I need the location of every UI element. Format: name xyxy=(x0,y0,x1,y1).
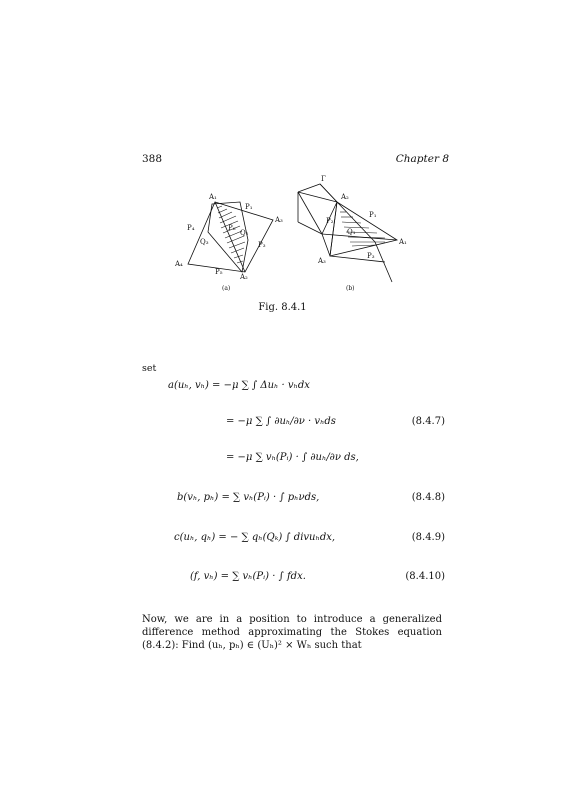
label-a-Q3: Q₃ xyxy=(200,238,209,246)
label-b-P1: P₁ xyxy=(369,211,377,219)
label-a-A2: A₂ xyxy=(240,273,248,281)
label-b-P3: P₃ xyxy=(367,252,375,260)
equation-text: (f, vₕ) = ∑ vₕ(Pᵢ) · ∫ fdx. xyxy=(190,571,306,582)
label-a-P5: P₅ xyxy=(215,268,223,276)
body-paragraph: Now, we are in a position to introduce a generalized difference method approximating the Stokes equation (8.4.2): Find (uₕ, pₕ) ∈ (Uₕ)² × Wₕ such that xyxy=(142,614,442,651)
label-a-P3: P₃ xyxy=(258,241,266,249)
equation-text: = −μ ∑ vₕ(Pᵢ) · ∫ ∂uₕ/∂ν ds, xyxy=(226,452,359,463)
label-b-A1: A₁ xyxy=(399,238,407,246)
equation-8-4-7-line-3 xyxy=(0,446,565,476)
equation-text: a(uₕ, vₕ) = −μ ∑ ∫ Δuₕ · vₕdx xyxy=(168,380,310,391)
equation-number: (8.4.9) xyxy=(411,532,445,543)
equation-text: c(uₕ, qₕ) = − ∑ qₕ(Qₖ) ∫ divuₕdx, xyxy=(174,532,336,543)
chapter-heading: Chapter 8 xyxy=(395,153,449,165)
set-word: set xyxy=(142,363,157,374)
equation-8-4-7-line-1 xyxy=(0,374,565,404)
equation-8-4-7-line-2 xyxy=(0,410,565,440)
panel-b-left-tri xyxy=(322,202,337,256)
equation-text: = −μ ∑ ∫ ∂uₕ/∂ν · vₕds xyxy=(226,416,336,427)
label-b-P2: P₂ xyxy=(326,217,334,225)
label-b-A2: A₂ xyxy=(341,193,349,201)
equation-8-4-9 xyxy=(0,526,565,556)
panel-b-triangle xyxy=(330,202,397,256)
equation-8-4-10 xyxy=(0,565,565,595)
label-b-Q1: Q₁ xyxy=(347,228,356,236)
label-a-Q1: Q₁ xyxy=(240,229,249,237)
equation-8-4-8 xyxy=(0,486,565,516)
page-number: 388 xyxy=(142,153,163,165)
label-a-P4: P₄ xyxy=(187,224,195,232)
label-a-A4: A₄ xyxy=(175,260,183,268)
label-panel-b: (b) xyxy=(346,285,355,292)
figure-8-4-1 xyxy=(170,172,430,302)
panel-a xyxy=(188,202,273,272)
label-a-P6: P₆ xyxy=(228,224,236,232)
equation-number: (8.4.7) xyxy=(411,416,445,427)
label-panel-a: (a) xyxy=(222,285,231,292)
equation-number: (8.4.8) xyxy=(411,492,445,503)
equation-number: (8.4.10) xyxy=(405,571,445,582)
panel-b-boundary-gamma xyxy=(320,184,392,282)
equation-text: b(vₕ, pₕ) = ∑ vₕ(Pᵢ) · ∫ pₕνds, xyxy=(177,492,320,503)
label-b-gamma: Γ xyxy=(321,175,326,183)
label-a-A3: A₃ xyxy=(275,216,283,224)
figure-caption: Fig. 8.4.1 xyxy=(258,302,307,313)
panel-b-top-edges xyxy=(298,184,337,202)
label-a-P1: P₁ xyxy=(245,203,253,211)
label-a-A1: A₁ xyxy=(209,193,217,201)
label-b-A3: A₃ xyxy=(318,257,326,265)
